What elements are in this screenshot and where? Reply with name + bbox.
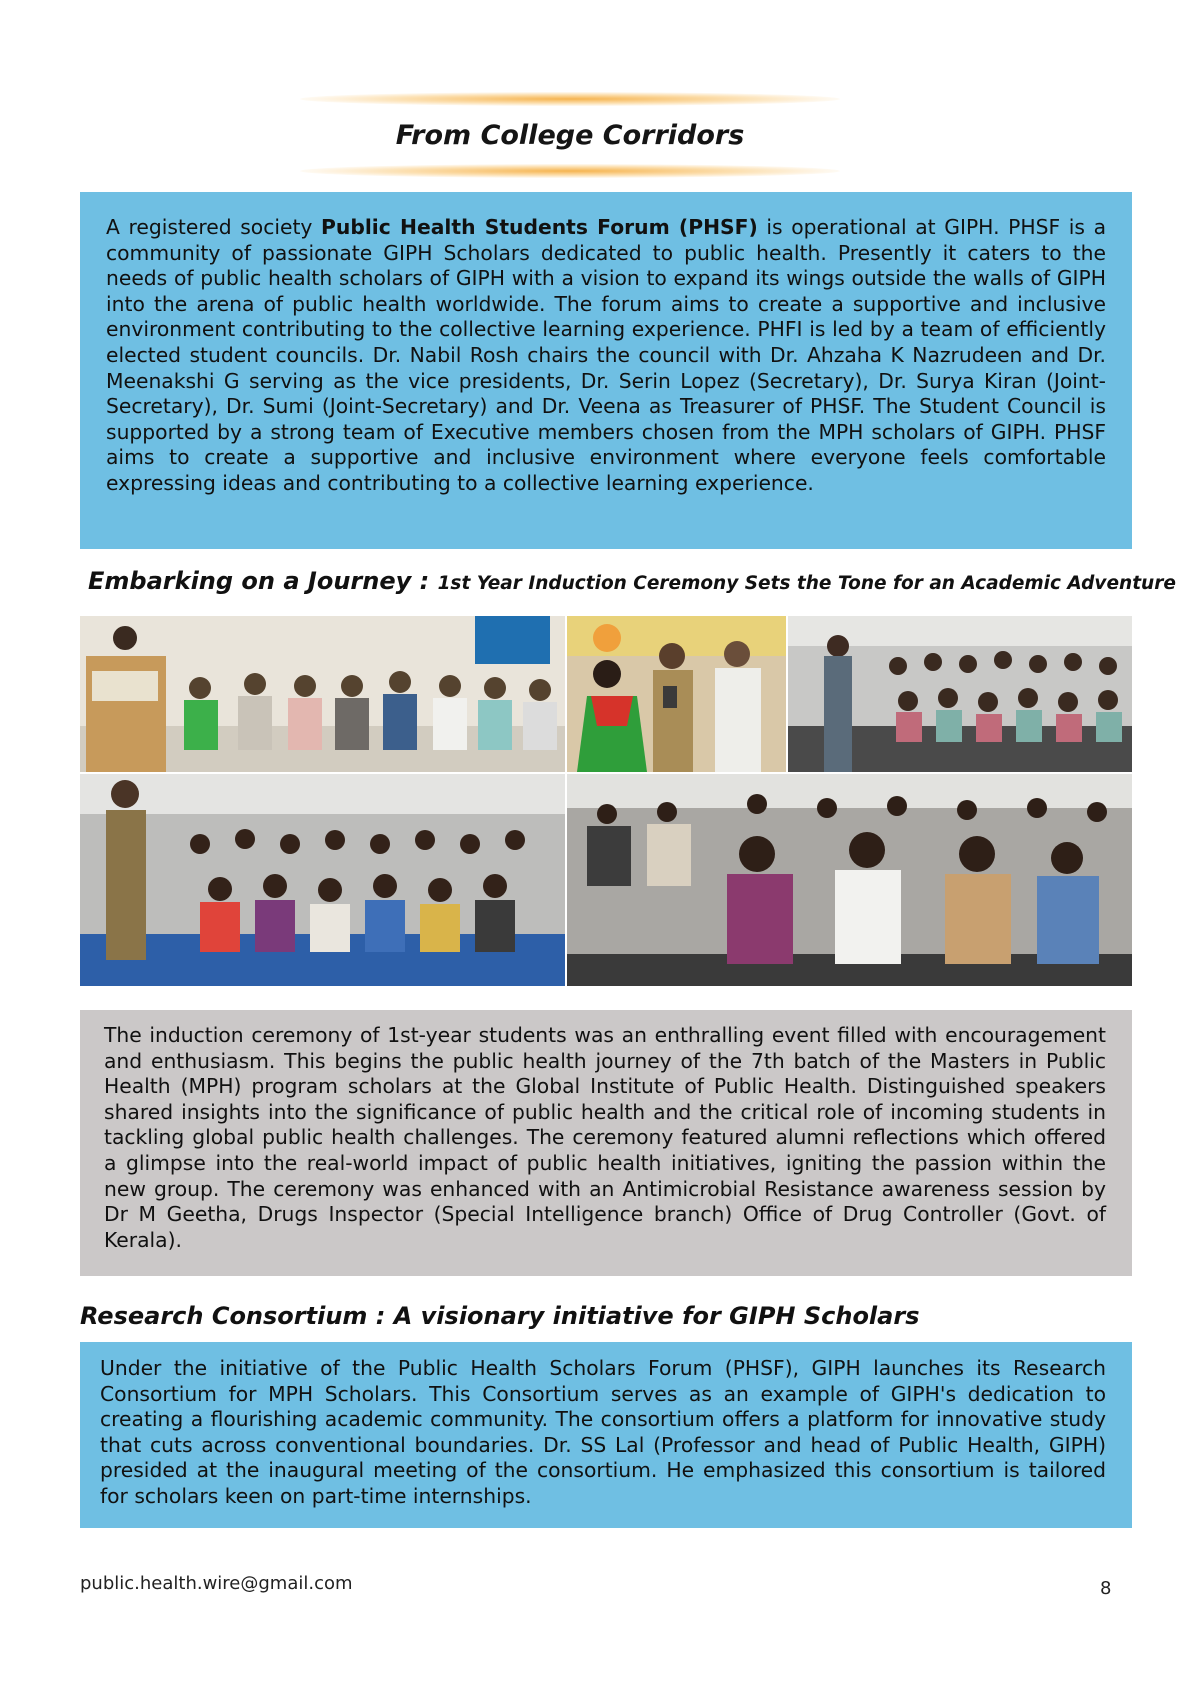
photo-panel-stage [80,616,565,772]
research-text: Under the initiative of the Public Health Scholars Forum (PHSF), GIPH launches its Research Consortium for MPH Scholars. This Consortium serves as an example of GIPH's dedication to creating a flourishing academic community. The consortium offers a platform for innovative study that cuts across conventional boundaries. Dr. SS Lal (Professor and head of Public Health, GIPH) presided at the inaugural meeting of the consortium. He emphasized this consortium is tailored for scholars keen on part-time internships. [100,1356,1106,1508]
intro-text [106,215,1106,497]
induction-heading-main: Embarking on a Journey : [88,567,438,595]
research-heading-main: Research Consortium : [80,1302,394,1330]
induction-heading [88,567,1176,595]
page-title: From College Corridors [395,120,745,151]
page-title-banner [300,92,840,182]
page-number: 8 [1100,1578,1112,1599]
photo-award-presentation [567,616,786,772]
photo-students-seated [567,774,1132,986]
intro-box [80,192,1132,549]
research-box [80,1342,1132,1528]
induction-box [80,1010,1132,1276]
intro-org-name: Public Health Students Forum (PHSF) [321,215,758,239]
intro-post: is operational at GIPH. PHSF is a community of passionate GIPH Scholars dedicated to public health. Presently it caters to the needs of public health scholars of GIPH with a vision to expand its wings outside the walls of GIPH into the arena of public health worldwide. The forum aims to create a supportive and inclusive environment contributing to the collective learning experience. PHFI is led by a team of efficiently elected student councils. Dr. Nabil Rosh chairs the council with Dr. Ahzaha K Nazrudeen and Dr. Meenakshi G serving as the vice presidents, Dr. Serin Lopez (Secretary), Dr. Surya Kiran (Joint-Secretary), Dr. Sumi (Joint-Secretary) and Dr. Veena as Treasurer of PHSF. The Student Council is supported by a strong team of Executive members chosen from the MPH scholars of GIPH. PHSF aims to create a supportive and inclusive environment where everyone feels comfortable expressing ideas and contributing to a collective learning experience. [106,215,1106,495]
research-heading [80,1302,919,1330]
footer-email[interactable]: public.health.wire@gmail.com [80,1573,353,1594]
photo-speaker-audience [80,774,565,986]
induction-photo-collage [80,616,1132,986]
title-glow-bottom [300,164,840,178]
title-glow-top [300,92,840,106]
induction-heading-sub: 1st Year Induction Ceremony Sets the Tone for an Academic Adventure [437,573,1176,594]
intro-pre: A registered society [106,215,322,239]
induction-text: The induction ceremony of 1st-year students was an enthralling event filled with encouragement and enthusiasm. This begins the public health journey of the 7th batch of the Masters in Public Health (MPH) program scholars at the Global Institute of Public Health. Distinguished speakers shared insights into the significance of public health and the critical role of incoming students in tackling global public health challenges. The ceremony featured alumni reflections which offered a glimpse into the real-world impact of public health initiatives, igniting the passion within the new group. The ceremony was enhanced with an Antimicrobial Resistance awareness session by Dr M Geetha, Drugs Inspector (Special Intelligence branch) Office of Drug Controller (Govt. of Kerala). [104,1023,1106,1252]
photo-audience-right [788,616,1132,772]
research-heading-sub: A visionary initiative for GIPH Scholars [393,1302,920,1330]
